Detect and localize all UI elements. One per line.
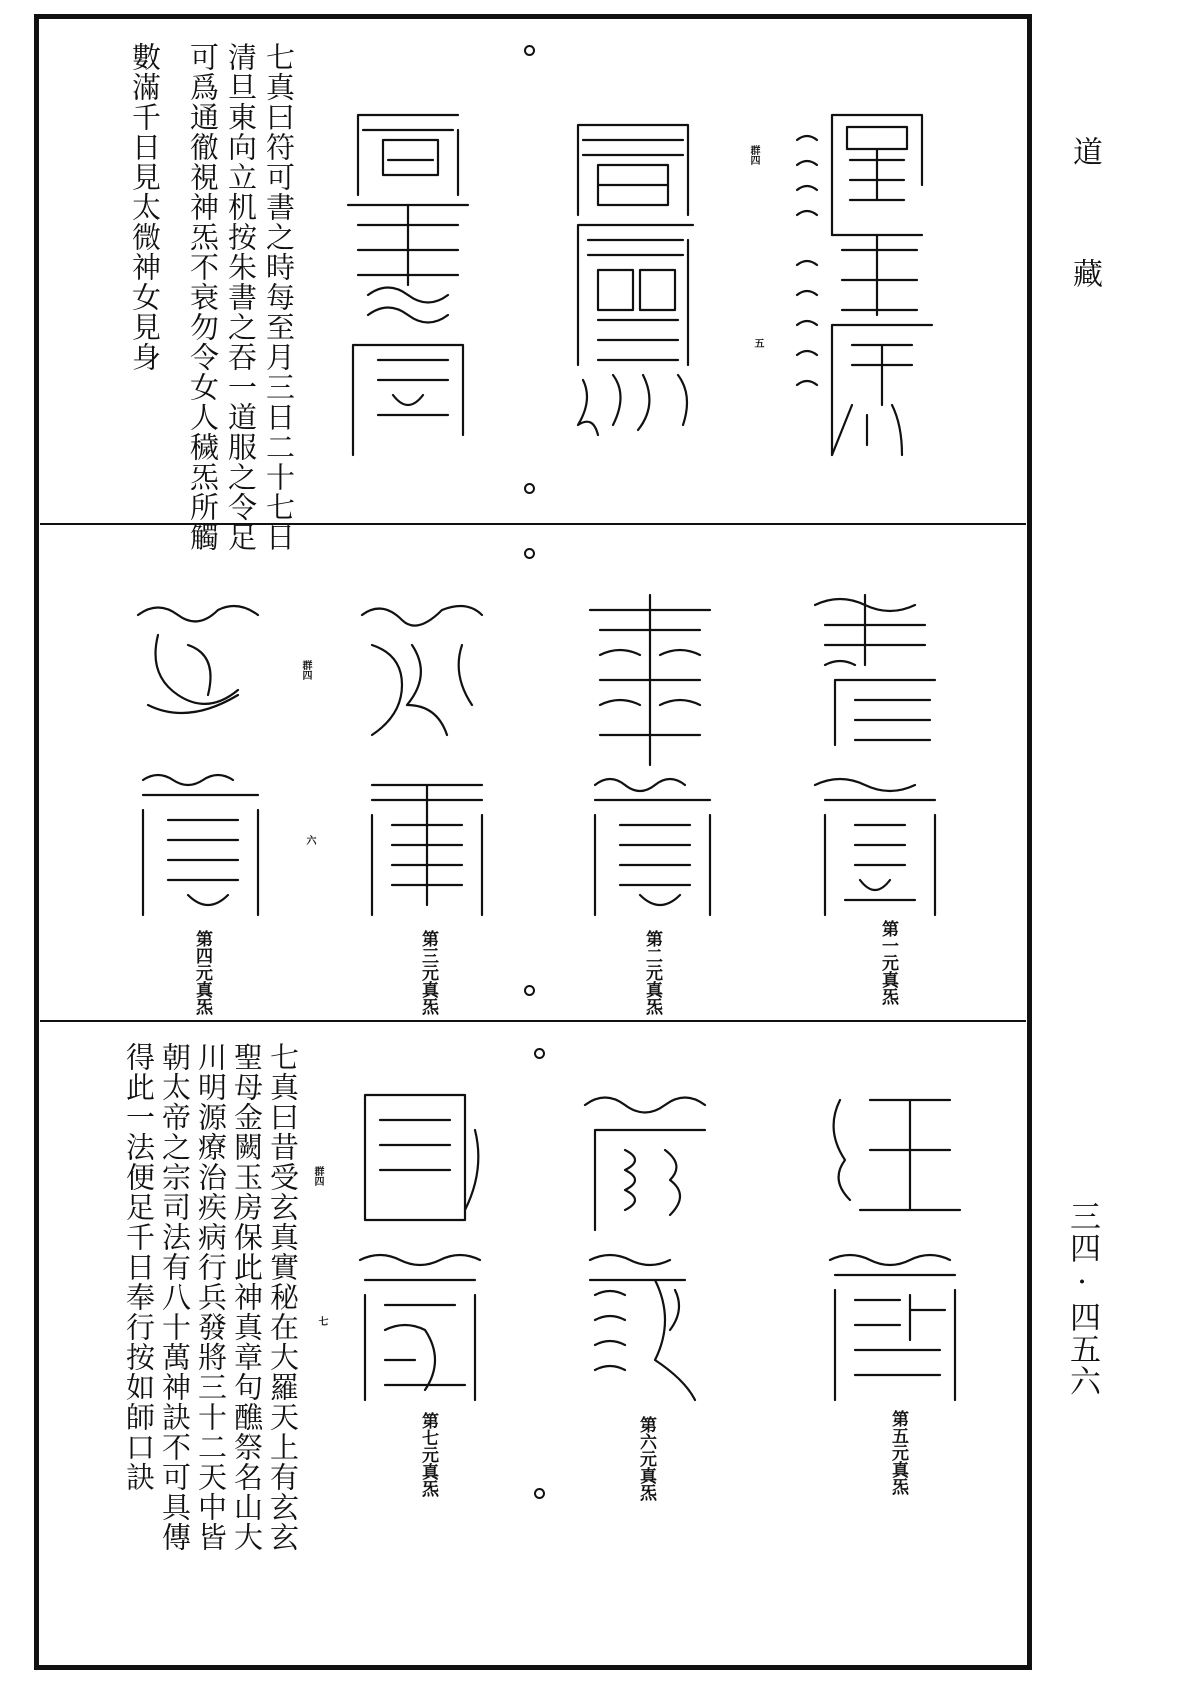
- text-column: 川明源療治疾病行兵發將三十二天中皆: [194, 1042, 228, 1552]
- fold-mark: 群四: [300, 660, 311, 680]
- talisman-glyph: [345, 1080, 495, 1410]
- talisman-label: 第四元真炁: [192, 930, 212, 1015]
- text-column: 數滿千日見太微神女見身: [128, 42, 162, 372]
- fold-mark: 群四: [748, 145, 759, 165]
- text-column: 得此一法便足千日奉行按如師口訣: [122, 1042, 156, 1492]
- fold-mark: 群四: [312, 1166, 323, 1186]
- page-body: [40, 20, 1026, 1664]
- talisman-glyph: [568, 105, 708, 465]
- talisman-label: 第五元真炁: [888, 1410, 908, 1495]
- talisman-glyph: [792, 105, 937, 465]
- text-column: 聖母金闕玉房保此神真章句醮祭名山大: [230, 1042, 264, 1552]
- fold-mark: 五: [752, 338, 763, 348]
- fold-mark: 七: [316, 1316, 327, 1326]
- talisman-label: 第七元真炁: [418, 1412, 438, 1497]
- talisman-label: 第六元真炁: [636, 1416, 656, 1501]
- margin-title-dao: 道: [1067, 136, 1102, 166]
- margin-title-zang: 藏: [1067, 258, 1102, 288]
- talisman-glyph: [580, 585, 730, 925]
- binding-hole: [524, 483, 535, 494]
- talisman-label: 第三元真炁: [418, 930, 438, 1015]
- talisman-label: 第二元真炁: [642, 930, 662, 1015]
- binding-hole: [534, 1488, 545, 1499]
- talisman-glyph: [128, 585, 278, 925]
- text-column: 可爲通徹視神炁不衰勿令女人穢炁所觸: [186, 42, 220, 552]
- binding-hole: [524, 45, 535, 56]
- fold-mark: 六: [304, 835, 315, 845]
- talisman-label: 第一元真炁: [878, 920, 898, 1005]
- binding-hole: [524, 548, 535, 559]
- talisman-glyph: [805, 585, 955, 925]
- panel-divider-2: [40, 1020, 1026, 1022]
- talisman-glyph: [820, 1080, 970, 1410]
- text-column: 清旦東向立机按朱書之吞一道服之令足: [224, 42, 258, 552]
- text-column: 朝太帝之宗司法有八十萬神訣不可具傳: [158, 1042, 192, 1552]
- text-column: 七真曰昔受玄真實秘在大羅天上有玄玄: [266, 1042, 300, 1552]
- talisman-glyph: [352, 585, 502, 925]
- binding-hole: [524, 985, 535, 996]
- talisman-glyph: [338, 105, 478, 465]
- text-column: 七真曰符可書之時每至月三日二十七日: [262, 42, 296, 552]
- page-number: 三四·四五六: [1064, 1200, 1100, 1397]
- talisman-glyph: [575, 1080, 725, 1410]
- binding-hole: [534, 1048, 545, 1059]
